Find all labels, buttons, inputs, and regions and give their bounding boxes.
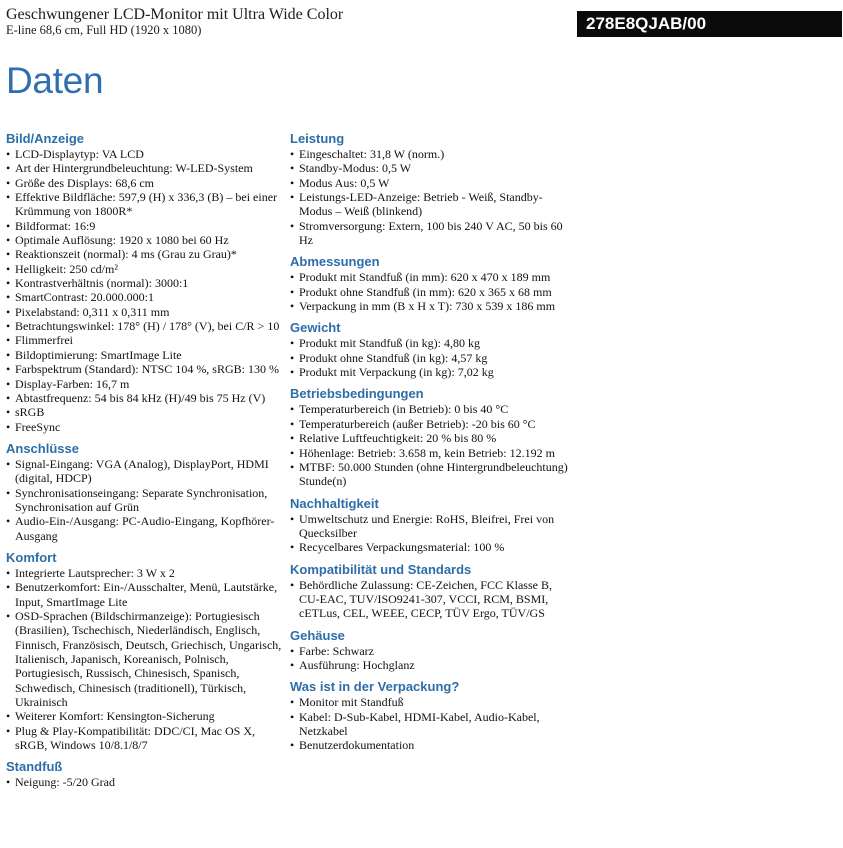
bullet-icon: •	[6, 775, 11, 790]
spec-text: Flimmerfrei	[15, 333, 73, 348]
spec-text: Höhenlage: Betrieb: 3.658 m, kein Betrieb: 12.192 m	[299, 445, 555, 460]
bullet-icon: •	[6, 376, 11, 391]
bullet-icon: •	[6, 485, 11, 500]
spec-item	[6, 233, 286, 247]
section-standfu	[6, 759, 286, 789]
bullet-icon: •	[6, 405, 11, 420]
bullet-icon: •	[6, 709, 11, 724]
spec-text: Temperaturbereich (außer Betrieb): -20 bis 60 °C	[299, 416, 536, 431]
spec-text: Abtastfrequenz: 54 bis 84 kHz (H)/49 bis 75 Hz (V)	[15, 390, 266, 405]
spec-item	[290, 161, 570, 175]
spec-list	[290, 270, 570, 313]
spec-text: Behördliche Zulassung: CE-Zeichen, FCC Klasse B, CU-EAC, TUV/ISO9241-307, VCCI, RCM, BSMI, cETLus, CEL, WEEE, CECP, TÜV Ergo, TÜV/GS	[299, 577, 552, 621]
spec-item	[290, 351, 570, 365]
bullet-icon: •	[290, 147, 295, 161]
spec-item	[6, 709, 286, 723]
spec-item	[6, 161, 286, 175]
spec-item	[6, 176, 286, 190]
spec-list	[290, 512, 570, 555]
spec-text: Temperaturbereich (in Betrieb): 0 bis 40 °C	[299, 402, 509, 417]
section-heading: Bild/Anzeige	[6, 131, 85, 146]
spec-item	[6, 190, 286, 219]
spec-item	[290, 512, 570, 541]
spec-item	[6, 262, 286, 276]
spec-item	[290, 285, 570, 299]
bullet-icon: •	[6, 723, 11, 738]
spec-item	[6, 724, 286, 753]
spec-item	[6, 333, 286, 347]
section-anschl-sse	[6, 441, 286, 543]
spec-list	[290, 147, 570, 247]
spec-text: Kabel: D-Sub-Kabel, HDMI-Kabel, Audio-Kabel, Netzkabel	[299, 709, 540, 738]
bullet-icon: •	[6, 565, 11, 580]
section-komfort	[6, 550, 286, 752]
spec-item	[290, 147, 570, 161]
bullet-icon: •	[6, 319, 11, 334]
spec-list	[290, 336, 570, 379]
bullet-icon: •	[290, 270, 295, 285]
spec-item	[6, 420, 286, 434]
spec-item	[6, 580, 286, 609]
spec-item	[6, 775, 286, 789]
spec-item	[290, 219, 570, 248]
bullet-icon: •	[290, 190, 295, 205]
spec-list	[6, 147, 286, 434]
section-kompatibilit-t-und-standards	[290, 562, 570, 621]
spec-text: Verpackung in mm (B x H x T): 730 x 539 x 186 mm	[299, 299, 556, 314]
spec-item	[290, 540, 570, 554]
bullet-icon: •	[290, 577, 295, 592]
spec-text: OSD-Sprachen (Bildschirmanzeige): Portugiesisch (Brasilien), Tschechisch, Niederländisch, Englisch, Finnisch, Französisch, Deutsch, Griechisch, Ungarisch, Italienisch, Japanisch, Koreanisch, Polnisch, Portugiesisch, Russisch, Chinesisch, Spanisch, Schwedisch, Chinesisch (traditionell), Türkisch, Ukrainisch	[15, 608, 282, 710]
spec-text: Benutzerkomfort: Ein-/Ausschalter, Menü, Lautstärke, Input, SmartImage Lite	[15, 580, 278, 609]
bullet-icon: •	[6, 218, 11, 233]
bullet-icon: •	[6, 608, 11, 623]
spec-list	[6, 775, 286, 789]
section-nachhaltigkeit	[290, 496, 570, 555]
spec-text: Neigung: -5/20 Grad	[15, 775, 115, 790]
spec-item	[290, 644, 570, 658]
spec-text: Reaktionszeit (normal): 4 ms (Grau zu Grau)*	[15, 247, 237, 262]
spec-text: Weiterer Komfort: Kensington-Sicherung	[15, 709, 215, 724]
bullet-icon: •	[290, 336, 295, 351]
bullet-icon: •	[290, 657, 295, 672]
bullet-icon: •	[6, 304, 11, 319]
spec-item	[6, 290, 286, 304]
right-column	[290, 131, 570, 760]
spec-item	[6, 514, 286, 543]
spec-item	[6, 609, 286, 709]
spec-list	[290, 402, 570, 488]
bullet-icon: •	[290, 402, 295, 417]
spec-text: Bildformat: 16:9	[15, 218, 96, 233]
spec-text: Produkt mit Verpackung (in kg): 7,02 kg	[299, 365, 494, 380]
spec-item	[290, 578, 570, 621]
spec-text: Produkt mit Standfuß (in kg): 4,80 kg	[299, 336, 480, 351]
bullet-icon: •	[6, 175, 11, 190]
section-was-ist-in-der-verpackung	[290, 679, 570, 752]
spec-item	[6, 362, 286, 376]
spec-text: Standby-Modus: 0,5 W	[299, 161, 412, 176]
bullet-icon: •	[6, 580, 11, 595]
spec-text: Farbe: Schwarz	[299, 643, 374, 658]
section-heading: Standfuß	[6, 759, 63, 775]
bullet-icon: •	[290, 365, 295, 380]
spec-text: Ausführung: Hochglanz	[299, 657, 415, 672]
bullet-icon: •	[6, 161, 11, 176]
spec-item	[6, 457, 286, 486]
bullet-icon: •	[290, 459, 295, 474]
bullet-icon: •	[290, 175, 295, 190]
product-subtitle: E-line 68,6 cm, Full HD (1920 x 1080)	[6, 23, 202, 37]
spec-item	[290, 446, 570, 460]
section-heading: Kompatibilität und Standards	[290, 561, 472, 577]
spec-text: Stromversorgung: Extern, 100 bis 240 V AC, 50 bis 60 Hz	[299, 218, 563, 248]
spec-text: Signal-Eingang: VGA (Analog), DisplayPort, HDMI (digital, HDCP)	[15, 456, 269, 486]
spec-item	[290, 402, 570, 416]
spec-text: Integrierte Lautsprecher: 3 W x 2	[15, 565, 175, 580]
spec-text: Produkt ohne Standfuß (in kg): 4,57 kg	[299, 350, 488, 365]
spec-text: Größe des Displays: 68,6 cm	[15, 175, 154, 190]
section-gewicht	[290, 320, 570, 379]
section-leistung	[290, 131, 570, 247]
spec-item	[6, 305, 286, 319]
spec-item	[290, 190, 570, 219]
spec-item	[290, 460, 570, 489]
section-heading: Leistung	[290, 131, 345, 146]
spec-item	[6, 377, 286, 391]
section-heading: Gewicht	[290, 320, 341, 336]
spec-text: Monitor mit Standfuß	[299, 695, 404, 710]
spec-item	[6, 405, 286, 419]
spec-text: Kontrastverhältnis (normal): 3000:1	[15, 276, 189, 291]
bullet-icon: •	[290, 431, 295, 446]
page-title: Daten	[6, 60, 104, 101]
bullet-icon: •	[6, 247, 11, 262]
bullet-icon: •	[6, 362, 11, 377]
spec-item	[6, 276, 286, 290]
spec-text: Plug & Play-Kompatibilität: DDC/CI, Mac OS X, sRGB, Windows 10/8.1/8/7	[15, 723, 255, 753]
section-geh-use	[290, 628, 570, 673]
spec-item	[6, 147, 286, 161]
bullet-icon: •	[290, 511, 295, 526]
spec-text: Betrachtungswinkel: 178° (H) / 178° (V), bei C/R > 10	[15, 319, 280, 334]
spec-item	[6, 486, 286, 515]
spec-text: FreeSync	[15, 419, 61, 434]
section-heading: Was ist in der Verpackung?	[290, 679, 460, 695]
spec-text: Leistungs-LED-Anzeige: Betrieb - Weiß, Standby-Modus – Weiß (blinkend)	[299, 190, 543, 219]
spec-item	[290, 710, 570, 739]
spec-list	[6, 566, 286, 752]
section-heading: Abmessungen	[290, 254, 380, 270]
spec-item	[6, 319, 286, 333]
spec-text: Bildoptimierung: SmartImage Lite	[15, 347, 182, 362]
spec-text: Helligkeit: 250 cd/m²	[15, 261, 118, 276]
bullet-icon: •	[290, 445, 295, 460]
bullet-icon: •	[6, 190, 11, 205]
spec-text: Art der Hintergrundbeleuchtung: W-LED-System	[15, 161, 253, 176]
bullet-icon: •	[290, 643, 295, 658]
spec-text: Farbspektrum (Standard): NTSC 104 %, sRGB: 130 %	[15, 362, 279, 377]
bullet-icon: •	[290, 540, 295, 555]
bullet-icon: •	[6, 290, 11, 305]
spec-text: Modus Aus: 0,5 W	[299, 175, 390, 190]
spec-list	[290, 644, 570, 673]
spec-item	[290, 176, 570, 190]
spec-text: Pixelabstand: 0,311 x 0,311 mm	[15, 304, 170, 319]
spec-item	[6, 247, 286, 261]
spec-item	[290, 695, 570, 709]
spec-item	[290, 431, 570, 445]
bullet-icon: •	[290, 416, 295, 431]
bullet-icon: •	[6, 233, 11, 248]
spec-text: Eingeschaltet: 31,8 W (norm.)	[299, 147, 445, 161]
bullet-icon: •	[6, 333, 11, 348]
spec-text: MTBF: 50.000 Stunden (ohne Hintergrundbeleuchtung) Stunde(n)	[299, 459, 568, 489]
bullet-icon: •	[6, 147, 11, 161]
section-betriebsbedingungen	[290, 386, 570, 488]
spec-item	[290, 299, 570, 313]
bullet-icon: •	[6, 347, 11, 362]
bullet-icon: •	[290, 284, 295, 299]
model-number-badge: 278E8QJAB/00	[577, 11, 842, 37]
spec-text: Produkt mit Standfuß (in mm): 620 x 470 x 189 mm	[299, 270, 551, 285]
spec-item	[6, 391, 286, 405]
spec-text: Synchronisationseingang: Separate Synchronisation, Synchronisation auf Grün	[15, 485, 268, 514]
spec-item	[290, 658, 570, 672]
section-heading: Anschlüsse	[6, 440, 79, 456]
spec-list	[290, 578, 570, 621]
section-heading: Betriebsbedingungen	[290, 386, 424, 402]
section-bild-anzeige	[6, 131, 286, 434]
spec-item	[290, 365, 570, 379]
spec-text: LCD-Displaytyp: VA LCD	[15, 147, 144, 161]
spec-item	[6, 348, 286, 362]
section-abmessungen	[290, 254, 570, 313]
spec-item	[6, 219, 286, 233]
spec-text: Umweltschutz und Energie: RoHS, Bleifrei, Frei von Quecksilber	[299, 511, 555, 540]
spec-text: Benutzerdokumentation	[299, 738, 415, 753]
bullet-icon: •	[290, 350, 295, 365]
bullet-icon: •	[6, 514, 11, 529]
bullet-icon: •	[6, 456, 11, 471]
spec-text: Produkt ohne Standfuß (in mm): 620 x 365 x 68 mm	[299, 284, 552, 299]
bullet-icon: •	[290, 709, 295, 724]
spec-item	[6, 566, 286, 580]
bullet-icon: •	[6, 419, 11, 434]
spec-text: Display-Farben: 16,7 m	[15, 376, 130, 391]
spec-item	[290, 417, 570, 431]
bullet-icon: •	[290, 299, 295, 314]
section-heading: Nachhaltigkeit	[290, 495, 379, 511]
spec-text: sRGB	[15, 405, 45, 420]
product-title: Geschwungener LCD-Monitor mit Ultra Wide Color	[6, 6, 344, 23]
bullet-icon: •	[290, 161, 295, 176]
spec-list	[6, 457, 286, 543]
section-heading: Gehäuse	[290, 627, 345, 643]
section-heading: Komfort	[6, 549, 57, 565]
spec-text: Effektive Bildfläche: 597,9 (H) x 336,3 (B) – bei einer Krümmung von 1800R*	[15, 190, 278, 219]
spec-item	[290, 270, 570, 284]
left-column	[6, 131, 286, 797]
spec-text: Relative Luftfeuchtigkeit: 20 % bis 80 %	[299, 431, 497, 446]
spec-list	[290, 695, 570, 752]
spec-item	[290, 336, 570, 350]
spec-text: SmartContrast: 20.000.000:1	[15, 290, 154, 305]
spec-text: Recycelbares Verpackungsmaterial: 100 %	[299, 540, 505, 555]
product-header	[6, 6, 343, 37]
spec-text: Audio-Ein-/Ausgang: PC-Audio-Eingang, Kopfhörer-Ausgang	[15, 514, 275, 543]
bullet-icon: •	[6, 390, 11, 405]
bullet-icon: •	[290, 695, 295, 710]
bullet-icon: •	[290, 218, 295, 233]
spec-item	[290, 738, 570, 752]
bullet-icon: •	[6, 276, 11, 291]
bullet-icon: •	[290, 738, 295, 753]
bullet-icon: •	[6, 261, 11, 276]
spec-text: Optimale Auflösung: 1920 x 1080 bei 60 Hz	[15, 233, 229, 248]
